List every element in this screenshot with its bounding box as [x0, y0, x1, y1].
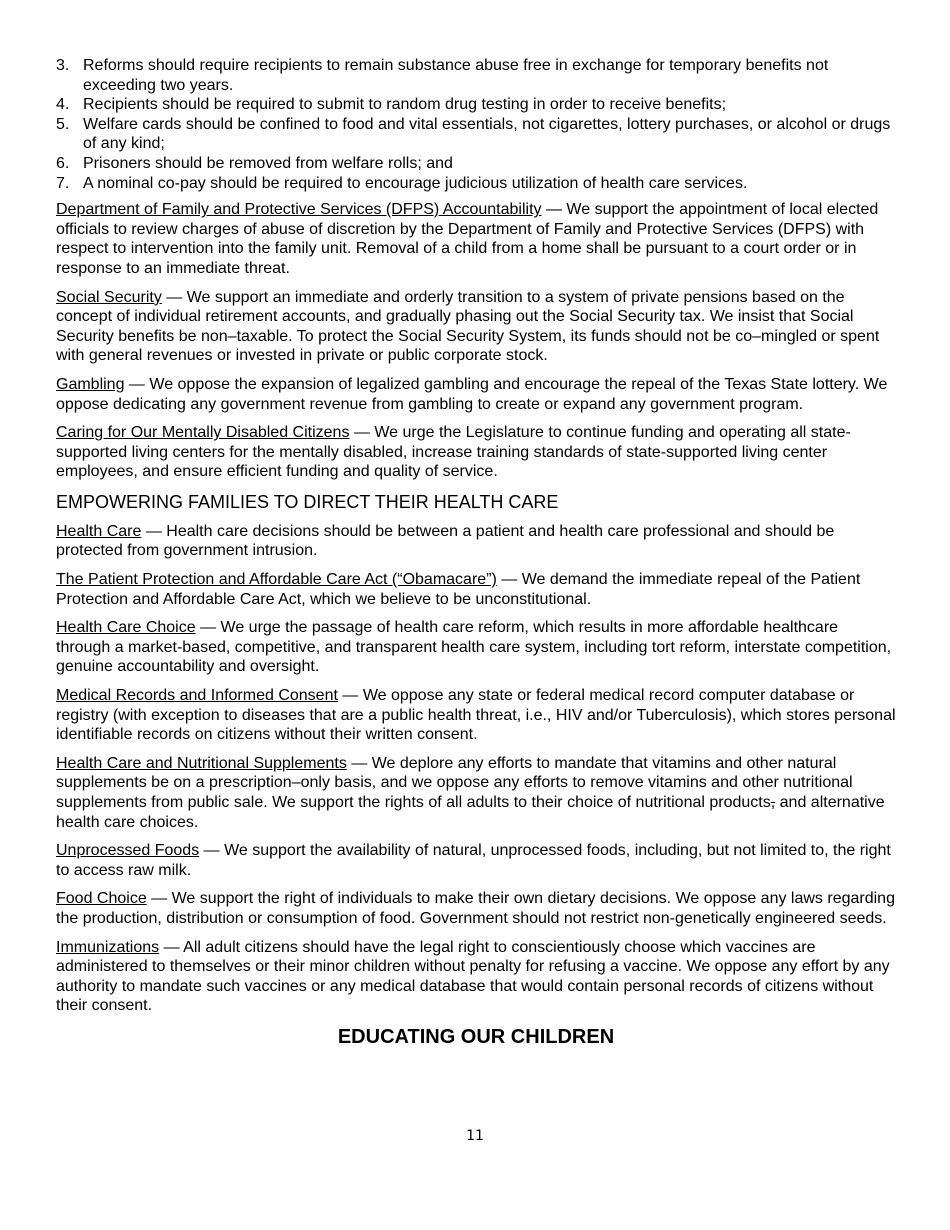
list-text: Recipients should be required to submit to random drug testing in order to receive benefits;: [83, 96, 727, 114]
list-number: 3.: [56, 57, 70, 74]
list-number: 6.: [56, 154, 70, 172]
list-text: Welfare cards should be confined to food and vital essentials, not cigarettes, lottery purchases, or alcohol or drugs of any kind;: [83, 115, 891, 153]
paragraph-gambling: [56, 375, 896, 414]
paragraph-medical-records: [56, 686, 896, 745]
paragraph-body: — All adult citizens should have the legal right to conscientiously choose which vaccines are administered to themselves or their minor children without penalty for refusing a vaccine. We oppose any effort by any authority to mandate such vaccines or any medical database that would contain personal records of citizens without their consent.: [56, 938, 890, 1015]
list-text: Reforms should require recipients to remain substance abuse free in exchange for temporary benefits not exceeding two years.: [83, 57, 829, 94]
paragraph-heading: The Patient Protection and Affordable Care Act (“Obamacare”): [56, 571, 497, 589]
paragraph-supplements: [56, 754, 896, 832]
paragraph-body: — We oppose the expansion of legalized gambling and encourage the repeal of the Texas State lottery. We oppose dedicating any government revenue from gambling to create or expand any government program.: [56, 375, 888, 413]
list-item: [56, 56, 896, 95]
paragraph-heading: Social Security: [56, 288, 162, 306]
paragraph-heading: Health Care and Nutritional Supplements: [56, 754, 347, 772]
paragraph-body: — We deplore any efforts to mandate that vitamins and other natural supplements be on a prescription–only basis, and we oppose any efforts to remove vitamins and other nutritional supplements from public sale. We support the rights of all adults to their choice of nutritional products: [56, 754, 853, 811]
paragraph-body-end: and alternative health care choices.: [56, 794, 885, 831]
list-item: [56, 115, 896, 154]
page-number: 11: [466, 1128, 484, 1144]
section-heading: EMPOWERING FAMILIES TO DIRECT THEIR HEALTH CARE: [56, 491, 559, 512]
paragraph-heading: Caring for Our Mentally Disabled Citizens: [56, 424, 350, 442]
paragraph-body: — We support the right of individuals to make their own dietary decisions. We oppose any laws regarding the production, distribution or consumption of food. Government should not restrict non-genetically engineered seeds.: [56, 890, 895, 927]
paragraph-body: — We support the availability of natural, unprocessed foods, including, but not limited to, the right to access raw milk.: [56, 842, 891, 879]
paragraph-unprocessed-foods: [56, 841, 896, 880]
paragraph-social-security: [56, 288, 896, 366]
paragraph-body: — We urge the passage of health care reform, which results in more affordable healthcare through a market-based, competitive, and transparent health care system, including tort reform, interstate competition, genuine accountability and oversight.: [56, 619, 892, 676]
paragraph-heading: Gambling: [56, 375, 125, 393]
paragraph-health-care-choice: [56, 618, 896, 677]
paragraph-heading: Department of Family and Protective Services (DFPS) Accountability: [56, 201, 542, 219]
list-item: [56, 154, 896, 174]
paragraph-body: — We oppose any state or federal medical record computer database or registry (with exception to diseases that are a public health threat, i.e., HIV and/or Tuberculosis), which stores personal identifiable records on citizens without their written consent.: [56, 687, 896, 744]
paragraph-heading: Health Care Choice: [56, 619, 196, 637]
paragraph-heading: Food Choice: [56, 890, 147, 908]
paragraph-obamacare: [56, 570, 896, 609]
list-number: 4.: [56, 96, 70, 114]
list-item: [56, 174, 896, 194]
struck-text: ,: [770, 794, 776, 811]
paragraph-mentally-disabled: [56, 423, 896, 482]
document-page: [56, 56, 896, 1049]
paragraph-food-choice: [56, 889, 896, 928]
paragraph-body: — We support an immediate and orderly transition to a system of private pensions based on the concept of individual retirement accounts, and gradually phasing out the Social Security tax. We insist that Social Security benefits be non–taxable. To protect the Social Security System, its funds should not be co–mingled or spent with general revenues or invested in private or public corporate stock.: [56, 288, 880, 365]
paragraph-body: — We urge the Legislature to continue funding and operating all state-supported living centers for the mentally disabled, increase training standards of state-supported living center employees, and ensure efficient funding and quality of service.: [56, 424, 851, 481]
paragraph-body: — We demand the immediate repeal of the Patient Protection and Affordable Care Act, which we believe to be unconstitutional.: [56, 571, 861, 608]
paragraph-body: — Health care decisions should be between a patient and health care professional and should be protected from government intrusion.: [56, 522, 835, 560]
paragraph-heading: Medical Records and Informed Consent: [56, 687, 338, 705]
list-text: A nominal co-pay should be required to encourage judicious utilization of health care services.: [83, 174, 748, 192]
numbered-list: [56, 56, 896, 193]
paragraph-body: — We support the appointment of local elected officials to review charges of abuse of discretion by the Department of Family and Protective Services (DFPS) with respect to intervention into the family unit. Removal of a child from a home shall be pursuant to a court order or in response to an immediate threat.: [56, 201, 879, 277]
paragraph-heading: Immunizations: [56, 938, 160, 956]
paragraph-immunizations: [56, 938, 896, 1016]
list-item: [56, 95, 896, 115]
list-number: 7.: [56, 174, 70, 192]
list-text: Prisoners should be removed from welfare rolls; and: [83, 154, 453, 172]
paragraph-heading: Health Care: [56, 522, 142, 540]
paragraph-dfps: [56, 200, 896, 278]
paragraph-health-care: [56, 522, 896, 561]
paragraph-heading: Unprocessed Foods: [56, 842, 200, 860]
list-number: 5.: [56, 115, 70, 133]
chapter-heading: EDUCATING OUR CHILDREN: [337, 1025, 615, 1048]
